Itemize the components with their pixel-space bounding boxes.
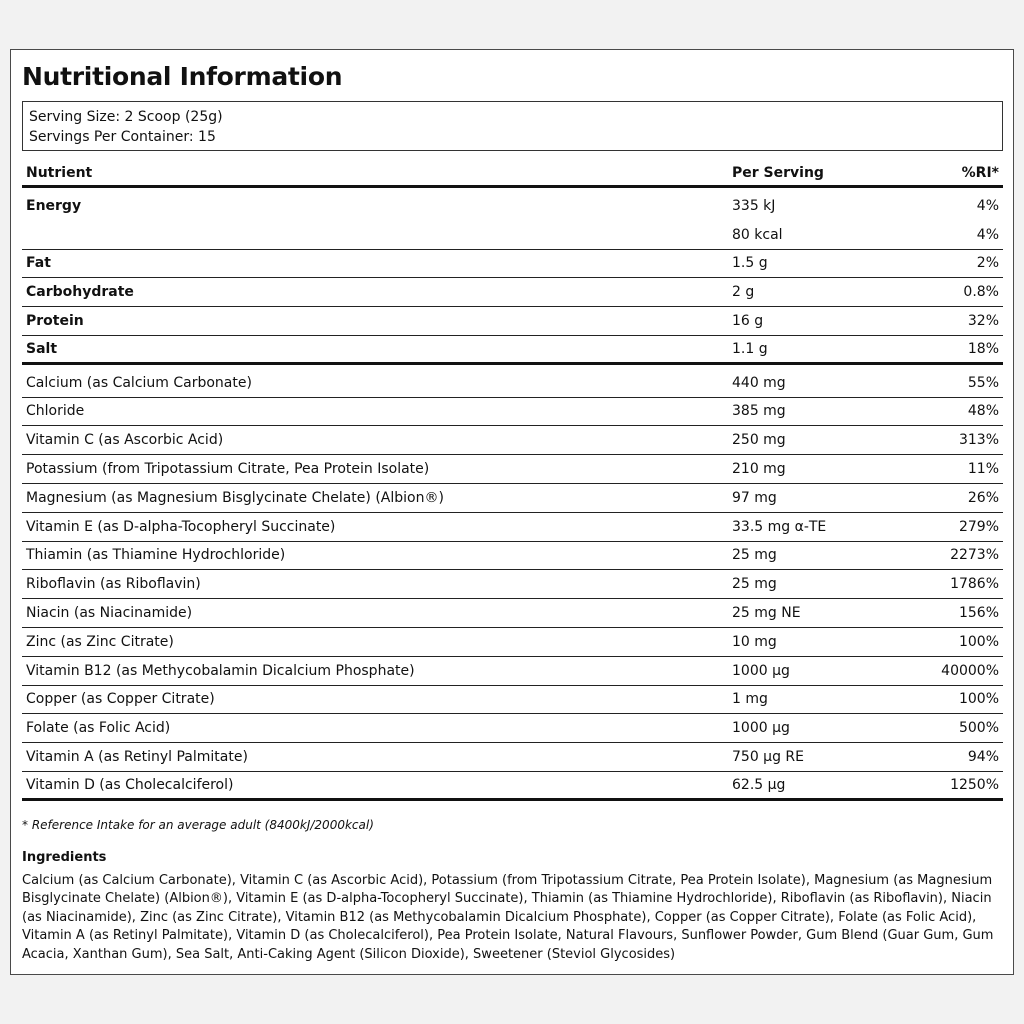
nutrient-ri: 2273% xyxy=(950,547,999,564)
nutrient-ri: 0.8% xyxy=(963,284,999,301)
servings-per-container: Servings Per Container: 15 xyxy=(29,129,216,145)
table-row xyxy=(22,599,1003,628)
nutrient-amount: 80 kcal xyxy=(732,226,783,243)
nutrient-name: Vitamin E (as D-alpha-Tocopheryl Succinate) xyxy=(26,518,336,535)
nutrient-amount: 1.1 g xyxy=(732,340,768,357)
nutrient-amount: 1000 µg xyxy=(732,662,790,679)
nutrient-amount: 750 µg RE xyxy=(732,749,804,766)
nutrient-amount: 62.5 µg xyxy=(732,776,786,793)
nutrient-name: Salt xyxy=(26,340,58,357)
nutrient-name: Vitamin B12 (as Methycobalamin Dicalcium Phosphate) xyxy=(26,662,415,679)
table-row xyxy=(22,772,1003,801)
nutrient-name: Thiamin (as Thiamine Hydrochloride) xyxy=(26,547,286,564)
table-row xyxy=(22,369,1003,398)
nutrition-panel xyxy=(10,49,1014,975)
nutrient-name: Fat xyxy=(26,255,51,272)
nutrient-ri: 18% xyxy=(967,340,999,357)
nutrient-name: Copper (as Copper Citrate) xyxy=(26,691,215,708)
table-row xyxy=(22,484,1003,513)
nutrient-amount: 250 mg xyxy=(732,432,786,449)
nutrient-amount: 33.5 mg α-TE xyxy=(732,518,827,535)
table-row xyxy=(22,570,1003,599)
serving-size: Serving Size: 2 Scoop (25g) xyxy=(29,109,223,125)
table-row xyxy=(22,714,1003,743)
nutrition-table xyxy=(22,160,1003,801)
nutrient-name: Chloride xyxy=(26,403,85,420)
table-row xyxy=(22,398,1003,427)
nutrient-name: Vitamin A (as Retinyl Palmitate) xyxy=(26,749,248,766)
nutrient-name: Riboflavin (as Riboflavin) xyxy=(26,576,201,593)
nutrient-amount: 25 mg NE xyxy=(732,605,801,622)
nutrient-name: Folate (as Folic Acid) xyxy=(26,720,171,737)
table-row xyxy=(22,686,1003,715)
table-row xyxy=(22,221,1003,250)
table-row xyxy=(22,628,1003,657)
nutrient-name: Protein xyxy=(26,313,84,330)
nutrient-amount: 16 g xyxy=(732,313,764,330)
nutrient-name: Vitamin D (as Cholecalciferol) xyxy=(26,776,234,793)
nutrient-ri: 1786% xyxy=(950,576,999,593)
nutrient-amount: 25 mg xyxy=(732,547,777,564)
nutrient-name: Potassium (from Tripotassium Citrate, Pea Protein Isolate) xyxy=(26,461,430,478)
table-header-row xyxy=(22,160,1003,188)
nutrient-amount: 97 mg xyxy=(732,489,777,506)
nutrient-amount: 1.5 g xyxy=(732,255,768,272)
nutrient-name: Carbohydrate xyxy=(26,284,134,301)
nutrient-ri: 156% xyxy=(958,605,999,622)
nutrient-ri: 32% xyxy=(967,313,999,330)
nutrient-amount: 2 g xyxy=(732,284,755,301)
nutrient-name: Magnesium (as Magnesium Bisglycinate Chelate) (Albion®) xyxy=(26,489,444,506)
header-ri: %RI* xyxy=(961,164,999,181)
nutrient-ri: 100% xyxy=(958,691,999,708)
nutrient-ri: 26% xyxy=(967,489,999,506)
page-title: Nutritional Information xyxy=(22,62,343,91)
header-nutrient: Nutrient xyxy=(26,164,93,181)
table-row xyxy=(22,250,1003,279)
reference-intake-note: * Reference Intake for an average adult (8400kJ/2000kcal) xyxy=(22,818,374,832)
nutrient-amount: 440 mg xyxy=(732,374,786,391)
nutrient-amount: 25 mg xyxy=(732,576,777,593)
nutrient-amount: 10 mg xyxy=(732,633,777,650)
table-row xyxy=(22,657,1003,686)
nutrient-ri: 313% xyxy=(958,432,999,449)
nutrient-ri: 500% xyxy=(958,720,999,737)
table-row xyxy=(22,743,1003,772)
nutrient-ri: 4% xyxy=(976,226,999,243)
ingredients-heading: Ingredients xyxy=(22,850,107,865)
ingredients-text: Calcium (as Calcium Carbonate), Vitamin C (as Ascorbic Acid), Potassium (from Tripotassium Citrate, Pea Protein Isolate), Magnesium (as Magnesium Bisglycinate Chelate) (Albion®), Vitamin E (as D-alpha-Tocopheryl Succinate), Thiamin (as Thiamine Hydrochloride), Riboflavin (as Riboflavin), Niacin (as Niacinamide), Zinc (as Zinc Citrate), Vitamin B12 (as Methycobalamin Dicalcium Phosphate), Copper (as Copper Citrate), Folate (as Folic Acid), Vitamin A (as Retinyl Palmitate), Vitamin D (as Cholecalciferol), Pea Protein Isolate, Natural Flavours, Sunflower Powder, Gum Blend (Guar Gum, Gum Acacia, Xanthan Gum), Sea Salt, Anti-Caking Agent (Silicon Dioxide), Sweetener (Steviol Glycosides) xyxy=(22,873,994,962)
nutrient-ri: 94% xyxy=(967,749,999,766)
table-row xyxy=(22,192,1003,221)
nutrient-ri: 279% xyxy=(958,518,999,535)
nutrient-amount: 210 mg xyxy=(732,461,786,478)
table-row xyxy=(22,455,1003,484)
nutrient-ri: 11% xyxy=(967,461,999,478)
nutrient-amount: 385 mg xyxy=(732,403,786,420)
nutrient-ri: 48% xyxy=(967,403,999,420)
table-row xyxy=(22,513,1003,542)
header-per-serving: Per Serving xyxy=(732,164,824,181)
nutrient-amount: 1 mg xyxy=(732,691,768,708)
nutrient-ri: 100% xyxy=(958,633,999,650)
nutrient-ri: 55% xyxy=(967,374,999,391)
table-row xyxy=(22,307,1003,336)
nutrient-name: Zinc (as Zinc Citrate) xyxy=(26,633,174,650)
nutrient-amount: 1000 µg xyxy=(732,720,790,737)
nutrient-name: Calcium (as Calcium Carbonate) xyxy=(26,374,252,391)
nutrient-name: Energy xyxy=(26,198,82,215)
nutrient-name: Niacin (as Niacinamide) xyxy=(26,605,193,622)
table-row xyxy=(22,426,1003,455)
nutrient-ri: 2% xyxy=(976,255,999,272)
table-row xyxy=(22,542,1003,571)
nutrient-amount: 335 kJ xyxy=(732,198,776,215)
nutrient-name: Vitamin C (as Ascorbic Acid) xyxy=(26,432,224,449)
nutrient-ri: 4% xyxy=(976,198,999,215)
table-row xyxy=(22,278,1003,307)
serving-info-box xyxy=(22,101,1003,151)
nutrient-ri: 1250% xyxy=(950,776,999,793)
nutrient-ri: 40000% xyxy=(941,662,999,679)
table-row xyxy=(22,336,1003,365)
